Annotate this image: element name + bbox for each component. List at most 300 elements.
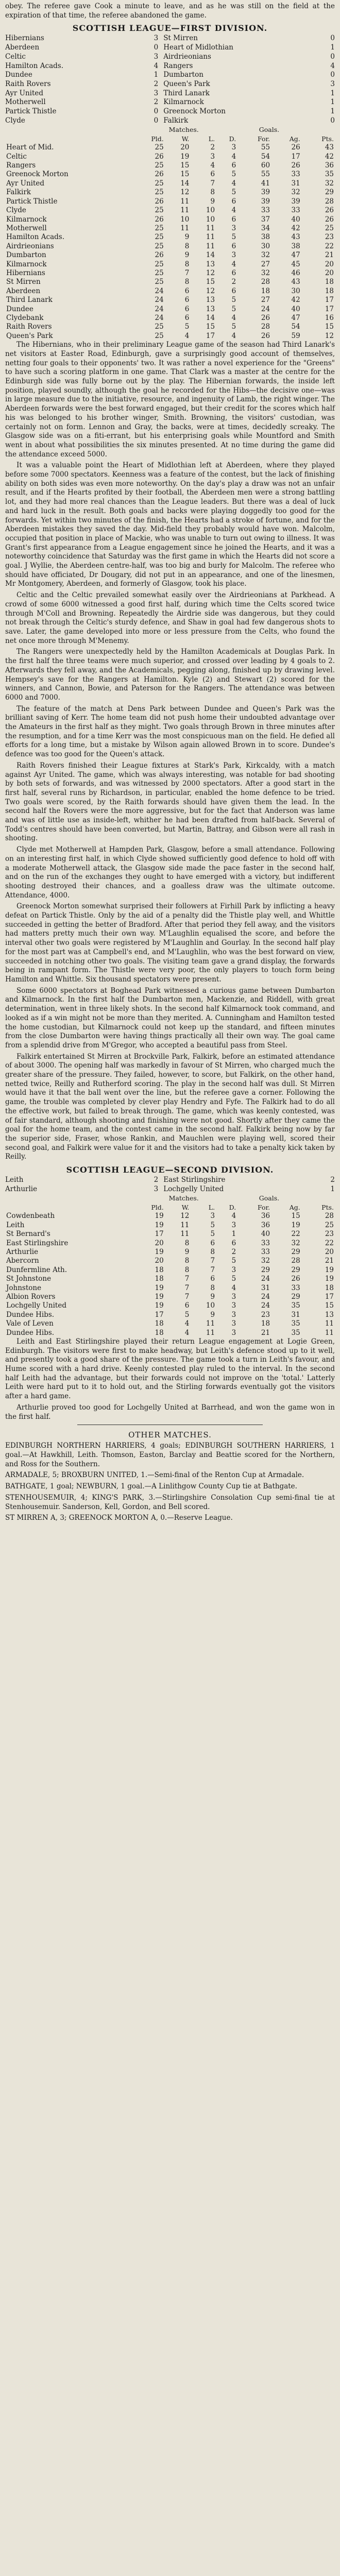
result-row	[5, 34, 335, 43]
stat-l: 8	[210, 1283, 215, 1292]
stat-pld: 25	[155, 206, 164, 215]
stat-d: 2	[231, 278, 236, 286]
result-row	[5, 116, 335, 126]
division1-reports	[5, 341, 335, 1162]
division2-heading: SCOTTISH LEAGUE—SECOND DIVISION.	[66, 1165, 274, 1175]
stat-f: 33	[261, 206, 270, 215]
stat-f: 32	[261, 268, 270, 277]
other-matches-heading: OTHER MATCHES.	[128, 1430, 212, 1440]
stat-a: 26	[291, 143, 300, 152]
table-row	[5, 1221, 335, 1230]
home-team: Leith	[5, 1176, 24, 1184]
stat-pld: 26	[155, 170, 164, 179]
stat-pts: 35	[325, 170, 334, 179]
stat-pld: 18	[155, 1275, 164, 1283]
stat-w: 6	[184, 313, 190, 322]
stat-f: 37	[261, 215, 270, 224]
stat-l: 10	[206, 215, 215, 224]
stat-pts: 23	[325, 233, 334, 242]
stat-pld: 26	[155, 215, 164, 224]
table-row	[5, 1319, 335, 1328]
stat-a: 47	[291, 313, 300, 322]
stat-pld: 25	[155, 278, 164, 286]
stat-l: 13	[206, 304, 215, 313]
stat-a: 19	[291, 1221, 300, 1229]
team-name: Dumbarton	[6, 251, 46, 260]
team-name: Heart of Mid.	[6, 143, 54, 152]
goals-header: Goals.	[259, 126, 280, 134]
stat-pts: 29	[325, 188, 334, 197]
report-paragraph: Greenock Morton somewhat surprised their followers at Firhill Park by inflicting a heavy defeat on Partick Thistle. Only by the aid of a penalty did the Thistle play well, and Whittle succeeded in getting the better of Bradford. After that period they fell away, and the visitors had matters pretty much their own way. M'Laughlin equalised the score, and before the interval other two goals were registered by M'Laughlin and Gourlay. In the second half play for the most part was at Campbell's end, and M'Laughlin, who was the best forward on view, succeeded in notching other two goals. The visiting team gave a grand display, the forwards being in rampant form. The Thistle were very poor, the only players to touch form being Hamilton and Whittle. Six thousand spectators were present.	[5, 902, 335, 984]
stat-pts: 20	[325, 260, 334, 268]
stat-pts: 20	[325, 1247, 334, 1256]
report-paragraph: Celtic and the Celtic prevailed somewhat easily over the Airdrieonians at Parkhead. A crowd of some 6000 witnessed a good first half, during which time the Celts scored twice through M'Coll and Browning. Repeatedly the Airdrie side was dangerous, but they could not break through the Celtic's sturdy defence, and Shaw in goal had few dangerous shots to save. Later, the game developed into more or less pressure from the Celts, who found the net once more through M'Menemy.	[5, 591, 335, 645]
stat-f: 18	[261, 1319, 270, 1328]
l-header: L.	[208, 1203, 215, 1211]
stat-f: 26	[261, 313, 270, 322]
stat-w: 8	[184, 242, 190, 250]
division1-heading: SCOTTISH LEAGUE—FIRST DIVISION.	[72, 23, 268, 33]
team-name: Johnstone	[6, 1283, 42, 1292]
stat-a: 38	[291, 242, 300, 250]
home-score: 3	[154, 89, 159, 97]
stat-w: 6	[184, 286, 190, 295]
table-row	[5, 1293, 335, 1301]
stat-d: 3	[231, 1265, 236, 1274]
table-row	[5, 152, 335, 161]
division2-reports	[5, 1337, 335, 1421]
away-team: Rangers	[163, 61, 193, 70]
stat-l: 14	[206, 251, 215, 260]
home-team: Clyde	[5, 116, 25, 125]
stat-pts: 21	[325, 1257, 334, 1265]
table-row	[5, 314, 335, 323]
team-name: Cowdenbeath	[6, 1212, 55, 1221]
stat-pts: 16	[325, 313, 334, 322]
stat-w: 8	[184, 1239, 190, 1247]
away-score: 0	[330, 116, 335, 125]
stat-a: 29	[291, 1292, 300, 1301]
ag-header: Ag.	[289, 134, 300, 143]
stat-d: 3	[231, 1310, 236, 1319]
home-team: Partick Thistle	[5, 107, 57, 116]
stat-l: 5	[210, 1221, 215, 1229]
stat-pts: 22	[325, 242, 334, 250]
stat-a: 22	[291, 1230, 300, 1239]
result-row	[5, 62, 335, 71]
stat-f: 31	[261, 1283, 270, 1292]
stat-w: 14	[180, 179, 190, 188]
stat-l: 4	[210, 161, 215, 170]
away-score: 1	[330, 89, 335, 97]
stat-d: 1	[231, 1230, 236, 1239]
stat-l: 11	[206, 1319, 215, 1328]
home-team: Hibernians	[5, 34, 44, 43]
division2-table-column-header	[5, 1203, 335, 1212]
stat-l: 12	[206, 268, 215, 277]
stat-d: 5	[231, 304, 236, 313]
home-score: 2	[154, 98, 159, 107]
report-paragraph: Falkirk entertained St Mirren at Brockville Park, Falkirk, before an estimated attendance of about 3000. The opening half was markedly in favour of St Mirren, who charged much the greater share of the pressure. They failed, however, to score, but Falkirk, on the other hand, netted twice, Reilly and Rutherford scoring. The play in the second half was dull. St Mirren would have it that the ball went over the line, but the referee gave a corner. Following the game, the trouble was completed by clever play Hendry and Fyfe. The Falkirk had to do all the effective work, but failed to break through. The game, which was keenly contested, was of fair standard, although shooting and finishing were not good. Shortly after they came the goal for the home team, and the contest came in the second half. Falkirk being now by far the superior side, Fraser, whose Rankin, and Mauchlen were playing well, scored their second goal, and Falkirk were value for it and the visitors had to take a penalty kick taken by Reilly.	[5, 1052, 335, 1161]
table-row	[5, 323, 335, 331]
stat-pld: 18	[155, 1328, 164, 1337]
pld-header: Pld.	[151, 1203, 164, 1211]
report-paragraph: Clyde met Motherwell at Hampden Park, Glasgow, before a small attendance. Following on an interesting first half, in which Clyde showed sufficiently good defence to hold off with a moderate Motherwell attack, the Glasgow side made the pace faster in the second half, and on the run of the exchanges they ought to have emerged with a victory, but indifferent shooting destroyed their chances, and a goalless draw was the ultimate outcome. Attendance, 4000.	[5, 845, 335, 900]
team-name: Airdrieonians	[6, 242, 54, 250]
stat-l: 7	[210, 1257, 215, 1265]
home-score: 2	[154, 79, 159, 88]
stat-d: 4	[231, 179, 236, 188]
stat-pld: 19	[155, 1247, 164, 1256]
team-name: St Bernard's	[6, 1230, 50, 1239]
table-row	[5, 1266, 335, 1275]
stat-pld: 18	[155, 1319, 164, 1328]
stat-a: 31	[291, 1310, 300, 1319]
team-name: Kilmarnock	[6, 215, 47, 224]
stat-a: 33	[291, 1283, 300, 1292]
stat-f: 33	[261, 1247, 270, 1256]
stat-w: 7	[184, 268, 190, 277]
home-score: 0	[154, 116, 159, 125]
stat-f: 21	[261, 1328, 270, 1337]
stat-f: 27	[261, 260, 270, 268]
stat-pld: 25	[155, 188, 164, 197]
stat-f: 24	[261, 1275, 270, 1283]
table-row	[5, 1311, 335, 1319]
table-row	[5, 233, 335, 242]
away-score: 1	[330, 98, 335, 107]
table-row	[5, 224, 335, 233]
stat-f: 36	[261, 1221, 270, 1229]
w-header: W.	[181, 1203, 190, 1211]
stat-f: 55	[261, 143, 270, 152]
stat-l: 9	[210, 197, 215, 206]
stat-f: 24	[261, 1292, 270, 1301]
report-paragraph: The Hibernians, who in their preliminary League game of the season had Third Lanark's net visitors at Easter Road, Edinburgh, gave a surprisingly good account of themselves, netting four goals to their opponents' two. It was rather a novel experience for the "Greens" to have such a scoring platform in one game. That Clark was a master at the centre for the Edinburgh side was fully borne out by the play. The Hibernian forwards, the inside left position, played soundly, although the goal he recorded for the Hibs—the decisive one—was in large measure due to the initiative, resource, and ingenuity of Lamb, the right winger. The Aberdeen forwards were the best forward engaged, but their credit for the scores which half his was belonged to his brother winger, Smith. Browning, the visitors' custodian, was certainly not on form. Lennon and Gray, the backs, were at times, decidedly screaky. The Glasgow side was on a fiti-errant, but his enterprising goals while Mountford and Smith went in about what possibilities the six minutes presented. At no time during the game did the attendance exceed 5000.	[5, 341, 335, 459]
team-name: Hamilton Acads.	[6, 233, 65, 242]
result-row	[5, 89, 335, 98]
stat-pld: 25	[155, 331, 164, 340]
stat-f: 41	[261, 179, 270, 188]
stat-f: 32	[261, 1257, 270, 1265]
stat-f: 23	[261, 1310, 270, 1319]
table-row	[5, 287, 335, 296]
stat-pts: 32	[325, 179, 334, 188]
stat-pts: 18	[325, 1283, 334, 1292]
stat-w: 19	[180, 152, 190, 161]
stat-d: 4	[231, 260, 236, 268]
stat-d: 3	[231, 224, 236, 232]
stat-w: 5	[184, 1310, 190, 1319]
stat-a: 39	[291, 197, 300, 206]
team-name: St Mirren	[6, 278, 41, 286]
stat-pts: 21	[325, 251, 334, 260]
report-paragraph: ARMADALE, 5; BROXBURN UNITED, 1.—Semi-final of the Renton Cup at Armadale.	[5, 1471, 304, 1480]
stat-l: 3	[210, 1212, 215, 1221]
stat-w: 12	[180, 1212, 190, 1221]
stat-a: 30	[291, 286, 300, 295]
stat-a: 42	[291, 296, 300, 304]
stat-pld: 25	[155, 143, 164, 152]
stat-w: 15	[180, 161, 190, 170]
table-row	[5, 197, 335, 206]
stat-pld: 25	[155, 224, 164, 232]
stat-w: 11	[180, 224, 190, 232]
stat-l: 6	[210, 170, 215, 179]
d-header: D.	[229, 134, 236, 143]
stat-w: 9	[184, 251, 190, 260]
stat-pts: 36	[325, 161, 334, 170]
stat-w: 4	[184, 1328, 190, 1337]
stat-f: 39	[261, 188, 270, 197]
stat-pld: 24	[155, 313, 164, 322]
away-score: 1	[330, 107, 335, 116]
table-row	[5, 1284, 335, 1293]
table-row	[5, 305, 335, 314]
stat-w: 6	[184, 296, 190, 304]
table-row	[5, 278, 335, 286]
home-team: Celtic	[5, 52, 26, 61]
home-team: Hamilton Acads.	[5, 61, 64, 70]
stat-pts: 11	[325, 1319, 334, 1328]
stat-l: 14	[206, 313, 215, 322]
stat-pts: 15	[325, 1301, 334, 1310]
table-row	[5, 179, 335, 188]
stat-pts: 42	[325, 152, 334, 161]
division1-table	[5, 125, 335, 341]
stat-d: 6	[231, 161, 236, 170]
matches-header: Matches.	[168, 1194, 199, 1202]
report-paragraph: BATHGATE, 1 goal; NEWBURN, 1 goal.—A Linlithgow County Cup tie at Bathgate.	[5, 1482, 297, 1491]
away-score: 3	[330, 79, 335, 88]
table-row	[5, 1329, 335, 1337]
stat-pts: 18	[325, 278, 334, 286]
division1-table-column-header	[5, 134, 335, 143]
stat-pld: 19	[155, 1301, 164, 1310]
home-team: Motherwell	[5, 98, 46, 107]
table-row	[5, 206, 335, 215]
stat-a: 40	[291, 215, 300, 224]
stat-d: 5	[231, 1257, 236, 1265]
stat-pts: 19	[325, 1275, 334, 1283]
stat-pts: 19	[325, 1265, 334, 1274]
for-header: For.	[257, 134, 270, 143]
stat-d: 3	[231, 1319, 236, 1328]
stat-pld: 24	[155, 286, 164, 295]
stat-d: 4	[231, 1283, 236, 1292]
team-name: Albion Rovers	[6, 1292, 56, 1301]
table-row	[5, 242, 335, 251]
stat-w: 12	[180, 188, 190, 197]
home-score: 3	[154, 34, 159, 43]
home-team: Arthurlie	[5, 1184, 38, 1193]
result-row	[5, 98, 335, 107]
stat-w: 7	[184, 1283, 190, 1292]
home-score: 3	[154, 1184, 159, 1193]
stat-w: 6	[184, 1301, 190, 1310]
stat-f: 24	[261, 304, 270, 313]
division1-table-group-header	[5, 125, 335, 134]
stat-l: 13	[206, 260, 215, 268]
stat-pld: 25	[155, 323, 164, 331]
result-row	[5, 1185, 335, 1194]
team-name: Dundee Hibs.	[6, 1310, 55, 1319]
stat-f: 30	[261, 242, 270, 250]
stat-pts: 15	[325, 323, 334, 331]
team-name: Abercorn	[6, 1257, 39, 1265]
stat-pts: 20	[325, 268, 334, 277]
stat-d: 4	[231, 1212, 236, 1221]
stat-l: 9	[210, 1310, 215, 1319]
stat-a: 46	[291, 268, 300, 277]
division2-table-group-header	[5, 1194, 335, 1202]
stat-l: 10	[206, 206, 215, 215]
stat-pld: 20	[155, 1257, 164, 1265]
table-row	[5, 1239, 335, 1248]
stat-w: 7	[184, 1292, 190, 1301]
stat-a: 28	[291, 1257, 300, 1265]
stat-w: 5	[184, 323, 190, 331]
stat-l: 6	[210, 1275, 215, 1283]
home-team: Dundee	[5, 71, 32, 79]
team-name: Rangers	[6, 161, 36, 170]
pld-header: Pld.	[151, 134, 164, 143]
stat-l: 11	[206, 233, 215, 242]
stat-d: 4	[231, 206, 236, 215]
result-row	[5, 53, 335, 62]
team-name: Celtic	[6, 152, 27, 161]
stat-a: 59	[291, 331, 300, 340]
stat-pld: 25	[155, 268, 164, 277]
stat-f: 38	[261, 233, 270, 242]
stat-d: 6	[231, 268, 236, 277]
home-score: 4	[154, 61, 159, 70]
stat-pts: 17	[325, 1292, 334, 1301]
home-score: 0	[154, 43, 159, 52]
stat-d: 3	[231, 143, 236, 152]
stat-a: 33	[291, 170, 300, 179]
team-name: Falkirk	[6, 188, 31, 197]
team-name: St Johnstone	[6, 1275, 52, 1283]
home-score: 3	[154, 52, 159, 61]
result-row	[5, 71, 335, 80]
team-name: Dundee Hibs.	[6, 1328, 55, 1337]
stat-f: 27	[261, 296, 270, 304]
stat-pld: 17	[155, 1310, 164, 1319]
stat-l: 15	[206, 278, 215, 286]
stat-l: 12	[206, 286, 215, 295]
stat-a: 35	[291, 1328, 300, 1337]
stat-pts: 11	[325, 1328, 334, 1337]
pts-header: Pts.	[321, 1203, 334, 1211]
stat-pld: 19	[155, 1212, 164, 1221]
stat-pts: 17	[325, 304, 334, 313]
team-name: Raith Rovers	[6, 323, 52, 331]
report-paragraph: Arthurlie proved too good for Lochgelly United at Barrhead, and won the game won in the first half.	[5, 1403, 335, 1421]
stat-l: 15	[206, 323, 215, 331]
stat-w: 4	[184, 1319, 190, 1328]
home-score: 0	[154, 107, 159, 116]
team-name: Clyde	[6, 206, 26, 215]
report-paragraph: Leith and East Stirlingshire played their return League engagement at Logie Green, Edinburgh. The visitors were first to make headway, but Leith's defence stood up to it well, and presently took a good share of the pressure. The game took a turn in Leith's favour, and Hume scored with a hard drive. Keenly contested play ruled to the interval. In the second half Leith had the advantage, but their forwards could not improve on the 'total.' Latterly Leith were hard put to it to hold out, and the Stirling forwards eventually got the visitors after a hard game.	[5, 1337, 335, 1401]
stat-pts: 28	[325, 197, 334, 206]
stat-l: 11	[206, 1328, 215, 1337]
stat-pld: 20	[155, 1239, 164, 1247]
stat-f: 36	[261, 1212, 270, 1221]
stat-d: 3	[231, 1292, 236, 1301]
stat-pts: 26	[325, 215, 334, 224]
table-row	[5, 251, 335, 260]
stat-d: 3	[231, 1301, 236, 1310]
team-name: Vale of Leven	[6, 1319, 54, 1328]
stat-a: 15	[291, 1212, 300, 1221]
stat-pld: 25	[155, 242, 164, 250]
stat-d: 3	[231, 251, 236, 260]
home-team: Ayr United	[5, 89, 44, 97]
stat-a: 43	[291, 233, 300, 242]
report-paragraph: Raith Rovers finished their League fixtures at Stark's Park, Kirkcaldy, with a match against Ayr United. The game, which was always interesting, was notable for bad shooting by both sets of forwards, and was witnessed by 2000 spectators. After a good start in the first half, several runs by Richardson, in particular, enabled the home defence to be tried. Two goals were scored, by the Raith forwards should have given them the lead. In the second half the Rovers were the more aggressive, but for the fact that Anderson was lame and was of little use as inside-left, whither he had been drafted from half-back. Several of Todd's centres should have been converted, but Martin, Battray, and Gibson were all rash in shooting.	[5, 761, 335, 843]
pts-header: Pts.	[321, 134, 334, 143]
away-score: 1	[330, 43, 335, 52]
table-row	[5, 269, 335, 278]
team-name: Clydebank	[6, 313, 44, 322]
away-team: Queen's Park	[163, 79, 210, 88]
home-team: Aberdeen	[5, 43, 40, 52]
w-header: W.	[181, 134, 190, 143]
stat-d: 5	[231, 323, 236, 331]
stat-pld: 19	[155, 1221, 164, 1229]
stat-l: 9	[210, 1292, 215, 1301]
away-team: Falkirk	[163, 116, 189, 125]
team-name: Ayr United	[6, 179, 45, 188]
stat-l: 7	[210, 1265, 215, 1274]
away-score: 4	[330, 61, 335, 70]
stat-f: 32	[261, 251, 270, 260]
stat-a: 47	[291, 251, 300, 260]
stat-pts: 17	[325, 296, 334, 304]
stat-pld: 17	[155, 1230, 164, 1239]
stat-d: 5	[231, 170, 236, 179]
stat-d: 6	[231, 197, 236, 206]
stat-pld: 25	[155, 161, 164, 170]
stat-pts: 12	[325, 331, 334, 340]
stat-w: 11	[180, 197, 190, 206]
stat-pts: 18	[325, 286, 334, 295]
away-score: 1	[330, 1184, 335, 1193]
result-row	[5, 80, 335, 89]
stat-pts: 26	[325, 206, 334, 215]
stat-a: 29	[291, 1247, 300, 1256]
team-name: Motherwell	[6, 224, 47, 232]
team-name: Kilmarnock	[6, 260, 47, 268]
stat-l: 6	[210, 1239, 215, 1247]
stat-pts: 25	[325, 224, 334, 232]
stat-f: 28	[261, 323, 270, 331]
stat-pld: 24	[155, 296, 164, 304]
stat-l: 2	[210, 143, 215, 152]
other-matches-reports	[5, 1442, 335, 1523]
stat-w: 11	[180, 1230, 190, 1239]
table-row	[5, 1257, 335, 1265]
stat-d: 4	[231, 313, 236, 322]
stat-a: 40	[291, 304, 300, 313]
stat-w: 4	[184, 331, 190, 340]
stat-f: 33	[261, 1239, 270, 1247]
stat-a: 29	[291, 1265, 300, 1274]
team-name: Dunfermline Ath.	[6, 1265, 67, 1274]
stat-l: 17	[206, 331, 215, 340]
stat-pts: 23	[325, 1230, 334, 1239]
